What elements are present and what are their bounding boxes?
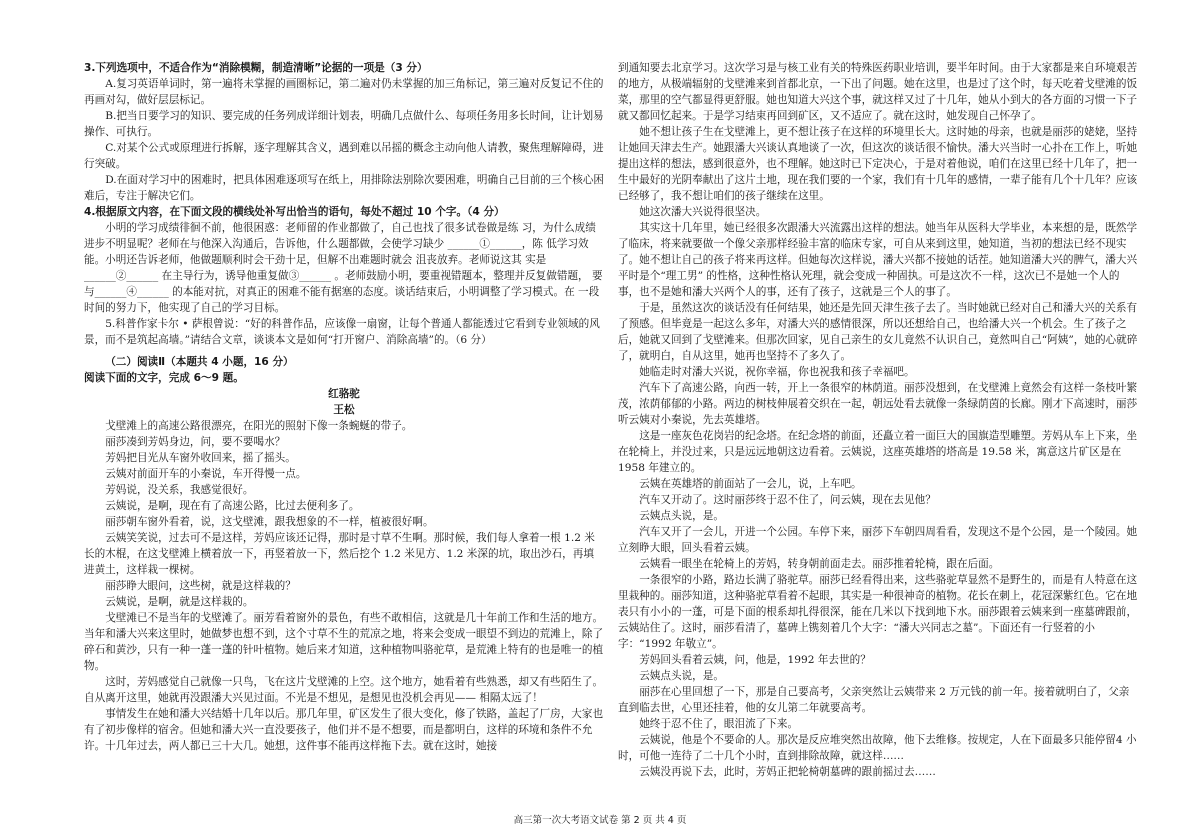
story-paragraph: 到通知要去北京学习。这次学习是与核工业有关的特殊医药职业培训，要半年时间。由于大家都是来自环境艰苦的地方，从极端辐射的戈壁滩来到首都北京，一下出了问题。她在这里，也是过了这个时，每天吃着戈壁滩的饭菜，那里的空气都显得更舒服。她也知道大兴这个事，就这样又过了十几年，她从小到大的各方面的习惯一下子就又都回忆起来。于是学习结束再回到矿区，又不适应了。就在这时，她发现自己怀孕了。 (618, 62, 1138, 122)
right-column (618, 60, 1138, 780)
option-d: D.在面对学习中的困难时，把具体困难逐项写在纸上，用排除法别除次要困难，明确自己目前的三个核心困难后，专注于解决它们。 (84, 174, 604, 202)
page-footer: 高三第一次大考语文试卷 第 2 页 共 4 页 (513, 815, 687, 826)
story-paragraph: 云姨说，是啊，就是这样栽的。 (105, 596, 254, 608)
question-5: 5.科普作家卡尔 • 萨根曾说：“好的科普作品，应该像一扇窗，让每个普通人都能透过它看到专业领域的风景，而不是筑起高墙。”请结合文章，谈谈本文是如何“打开窗户、消除高墙”的。（6 分） (84, 318, 600, 346)
story-paragraph: 云姨对前面开车的小秦说，车开得慢一点。 (105, 468, 307, 480)
story-title: 红骆驼 (328, 388, 360, 400)
story-paragraph: 汽车下了高速公路，向西一转，开上一条很窄的林荫道。丽莎没想到，在戈壁滩上竟然会有这样一条枝叶繁茂，浓荫郁郁的小路。两边的树枝伸展着交织在一起，朝远处看去就像一条绿荫茵的长廊。刚才下高速时，丽莎听云姨对小秦说，先去英雄塔。 (618, 382, 1138, 426)
section-2-heading: （二）阅读Ⅱ（本题共 4 小题，16 分） (105, 356, 294, 368)
story-paragraph: 汽车又开了一会儿，开进一个公园。车停下来，丽莎下车朝四周看看，发现这不是个公园，是一个陵园。她立刻睁大眼，回头看着云姨。 (618, 526, 1138, 554)
question-3-stem: 3.下列选项中，不适合作为“消除模糊，制造清晰”论据的一项是（3 分） (84, 62, 428, 74)
story-paragraph: 云姨看一眼坐在轮椅上的芳妈，转身朝前面走去。丽莎推着轮椅，跟在后面。 (639, 558, 1000, 570)
story-paragraph: 事情发生在她和潘大兴结婚十几年以后。那几年里，矿区发生了很大变化，修了铁路，盖起了厂房，大家也有了初步像样的宿舍。但她和潘大兴一直没要孩子，他们并不是不想要，而是都明白，这样的环境和条件不允许。十几年过去，两人都已三十大几。她想，这件事不能再这样拖下去。就在这时，她接 (84, 708, 604, 752)
story-paragraph: 云姨点头说，是。 (639, 670, 724, 682)
story-paragraph: 这是一座灰色花岗岩的纪念塔。在纪念塔的前面，还矗立着一面巨大的国旗造型雕塑。芳妈从车上下来，坐在轮椅上，并没过来，只是远远地朝这边看着。云姨说，这座英雄塔的塔高是 19.58 米，寓意这片矿区是在 1958 年建立的。 (618, 430, 1138, 474)
story-paragraph: 她不想让孩子生在戈壁滩上，更不想让孩子在这样的环境里长大。这时她的母亲，也就是丽莎的姥姥，坚持让她回天津去生产。她跟潘大兴谈认真地谈了一次，但这次的谈话很不愉快。潘大兴当时一心扑在工作上，听她提出这样的想法，感到很意外，也不理解。她这时已下定决心，于是对着他说，咱们在这里已经十几年了，把一生中最好的光阴奉献出了这片土地，现在我们要的一个家，我们有十几年的感情，一辈子能有几个十几年？应该已经够了，我不想让咱们的孩子继续在这里。 (618, 126, 1138, 202)
story-paragraph: 云姨笑笑说，过去可不是这样，芳妈应该还记得，那时是寸草不生啊。那时候，我们每人拿着一根 1.2 米长的木棍，在这戈壁滩上横着放一下，再竖着放一下，然后挖个 1.2 米见方、1.2 米深的坑，取出沙石，再填进黄土，这样栽一棵树。 (84, 532, 595, 576)
story-paragraph: 戈壁滩已不是当年的戈壁滩了。丽芳看着窗外的景色，有些不敢相信，这就是几十年前工作和生活的地方。当年和潘大兴来这里时，她做梦也想不到，这个寸草不生的荒凉之地，将来会变成一眼望不到边的荒滩上，除了碎石和黄沙，只有一种一蓬一蓬的针叶植物。她后来才知道，这种植物叫骆驼草，是荒滩上特有的也是唯一的植物。 (84, 612, 604, 672)
story-paragraph: 丽莎在心里回想了一下，那是自己要高考，父亲突然让云姨带来 2 万元钱的前一年。接着就明白了，父亲直到临去世，心里还挂着，他的女儿第二年就要高考。 (618, 686, 1130, 714)
story-paragraph: 她临走时对潘大兴说，祝你幸福，你也祝我和孩子幸福吧。 (639, 366, 915, 378)
story-paragraph: 云姨没再说下去，此时，芳妈正把轮椅朝墓碑的跟前摇过去…… (639, 766, 936, 778)
story-paragraph: 于是，虽然这次的谈话没有任何结果，她还是先回天津生孩子去了。当时她就已经对自己和潘大兴的关系有了预感。但毕竟是一起这么多年，对潘大兴的感情很深，所以还想给自己，也给潘大兴一个机会。生了孩子之后，她就又回到了戈壁滩来。但那次回家，见自己亲生的女儿竟然不认识自己，竟然叫自己“阿姨”，她的心就碎了，就明白，自从这里，她再也坚持不了多久了。 (618, 302, 1138, 362)
story-paragraph: 丽莎朝车窗外看着，说，这戈壁滩，跟我想象的不一样，植被很好啊。 (105, 516, 434, 528)
story-paragraph: 戈壁滩上的高速公路很漂亮，在阳光的照射下像一条蜿蜒的带子。 (105, 420, 413, 432)
question-4-text: 小明的学习成绩徘徊不前，他很困惑：老师留的作业都做了，自己也找了很多试卷做是练 习，为什么成绩进步不明显呢？老师在与他深入沟通后，告诉他，什么题都做，会使学习缺少 ______①______，陈 低学习效能。小明还告诉老师，他做题顺利时会干劲十足，但解不出难题时就会 沮丧放弃。老师说这其 实是 ______②______ 在主导行为，诱导他重复做③______ 。老师鼓励小明，要重视错题本，整理并反复做错题， 要与______④______ 的本能对抗，对真正的困难不能有据塞的态度。谈话结束后，小明调整了学习模式。在 一段时间的努力下，他实现了自己的学习目标。 (84, 222, 603, 314)
section-2-instruction: 阅读下面的文字，完成 6～9 题。 (84, 372, 244, 384)
story-paragraph: 云姨在英雄塔的前面站了一会儿，说，上车吧。 (639, 478, 862, 490)
story-paragraph: 芳妈把目光从车窗外收回来，摇了摇头。 (105, 452, 296, 464)
story-paragraph: 这时，芳妈感觉自己就像一只鸟，飞在这片戈壁滩的上空。这个地方，她看着有些熟悉，却又有些陌生了。自从离开这里，她就再没跟潘大兴见过面。不光是不想见，是想见也没机会再见—— 相隔太远了！ (84, 676, 604, 704)
story-paragraph: 其实这十几年里，她已经很多次跟潘大兴流露出这样的想法。她当年从医科大学毕业，本来想的是，既然学了临床，将来就要做一个像父亲那样经验丰富的临床专家，可自从来到这里，她知道，当初的想法已经不现实了。她不想让自己的孩子将来再这样。但她每次这样说，潘大兴都不接她的话茬。她知道潘大兴的脾气，潘大兴平时是个“理工男” 的性格，这种性格认死理，就会变成一种固执。可是这次不一样，这次已不是她一个人的事，也不是她和潘大兴两个人的事，还有了孩子，这就是三个人的事了。 (618, 222, 1138, 298)
option-c: C.对某个公式或原理进行拆解，逐字理解其含义，遇到难以吊摇的概念主动向他人请教，聚焦理解障碍，进行突破。 (84, 142, 604, 170)
left-column (84, 60, 604, 754)
story-paragraph: 云姨说，他是个不要命的人。那次是反应堆突然出故障，他下去维修。按规定，人在下面最多只能停留4 小时，可他一连待了二十几个小时，直到排除故障，就这样…… (618, 734, 1137, 762)
story-paragraph: 汽车又开动了。这时丽莎终于忍不住了，问云姨，现在去见他？ (639, 494, 936, 506)
story-paragraph: 云姨点头说，是。 (639, 510, 724, 522)
story-paragraph: 她这次潘大兴说得很坚决。 (639, 206, 767, 218)
story-paragraph: 云姨说，是啊，现在有了高速公路，比过去便利多了。 (105, 500, 360, 512)
story-paragraph: 她终于忍不住了，眼泪流了下来。 (639, 718, 799, 730)
story-paragraph: 丽莎凑到芳妈身边，问，要不要喝水？ (105, 436, 286, 448)
story-author: 王松 (333, 404, 355, 416)
story-paragraph: 丽莎睁大眼问，这些树，就是这样栽的？ (105, 580, 296, 592)
story-paragraph: 芳妈回头看着云姨，问，他是，1992 年去世的？ (639, 654, 871, 666)
story-paragraph: 芳妈说，没关系，我感觉很好。 (105, 484, 254, 496)
option-a: A.复习英语单词时，第一遍将未掌握的画圈标记，第二遍对仍未掌握的加三角标记，第三遍对反复记不住的再画对勾，做好层层标记。 (84, 78, 604, 106)
story-paragraph: 一条很窄的小路，路边长满了骆驼草。丽莎已经看得出来，这些骆驼草显然不是野生的，而是有人特意在这里栽种的。丽莎知道，这种骆驼草看着不起眼，其实是一种很神奇的植物。花长在刺上，花冠深紫红色。它在地表只有小小的一蓬，可是下面的根系却扎得很深，能在几米以下找到地下水。丽莎跟着云姨来到一座墓碑跟前，云姨站住了。这时，丽莎看清了，墓碑上镌刻着几个大字：“潘大兴同志之墓”。下面还有一行竖着的小字：“1992 年敬立”。 (618, 574, 1138, 650)
option-b: B.把当日要学习的知识、要完成的任务列成详细计划表，明确几点做什么、每项任务用多长时间，让计划易操作、可执行。 (84, 110, 604, 138)
question-4-stem: 4.根据原文内容，在下面文段的横线处补写出恰当的语句，每处不超过 10 个字。（4 分） (84, 206, 505, 218)
